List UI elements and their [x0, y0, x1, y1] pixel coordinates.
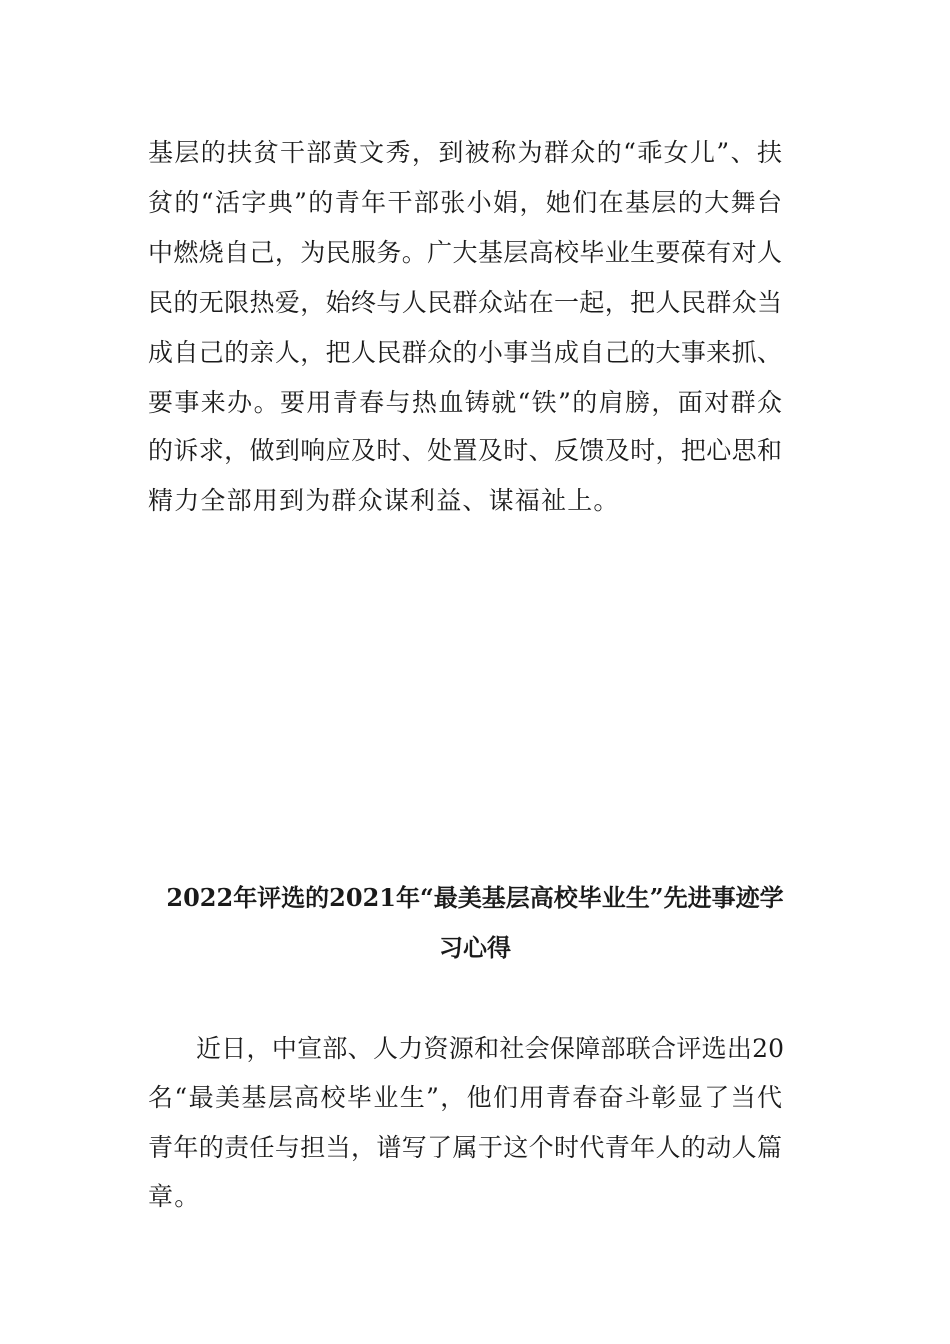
title-line: 习心得: [439, 933, 511, 962]
paragraph-line: 的诉求，做到响应及时、处置及时、反馈及时，把心思和: [148, 436, 782, 465]
paragraph-line: 成自己的亲人，把人民群众的小事当成自己的大事来抓、: [148, 338, 782, 367]
paragraph-line: 要事来办。要用青春与热血铸就“铁”的肩膀，面对群众: [148, 388, 782, 417]
paragraph-line: 基层的扶贫干部黄文秀，到被称为群众的“乖女儿”、扶: [148, 138, 782, 167]
paragraph-line: 贫的“活字典”的青年干部张小娟，她们在基层的大舞台: [148, 188, 782, 217]
paragraph-line: 名“最美基层高校毕业生”，他们用青春奋斗彰显了当代: [148, 1083, 782, 1112]
paragraph-line: 章。: [148, 1182, 201, 1211]
paragraph-line: 民的无限热爱，始终与人民群众站在一起，把人民群众当: [148, 288, 782, 317]
paragraph-line: 近日，中宣部、人力资源和社会保障部联合评选出20: [196, 1034, 784, 1063]
title-line: 2022年评选的2021年“最美基层高校毕业生”先进事迹学: [166, 883, 784, 912]
paragraph-line: 青年的责任与担当，谱写了属于这个时代青年人的动人篇: [148, 1133, 782, 1162]
paragraph-line: 精力全部用到为群众谋利益、谋福祉上。: [148, 486, 620, 515]
paragraph-line: 中燃烧自己，为民服务。广大基层高校毕业生要葆有对人: [148, 238, 782, 267]
